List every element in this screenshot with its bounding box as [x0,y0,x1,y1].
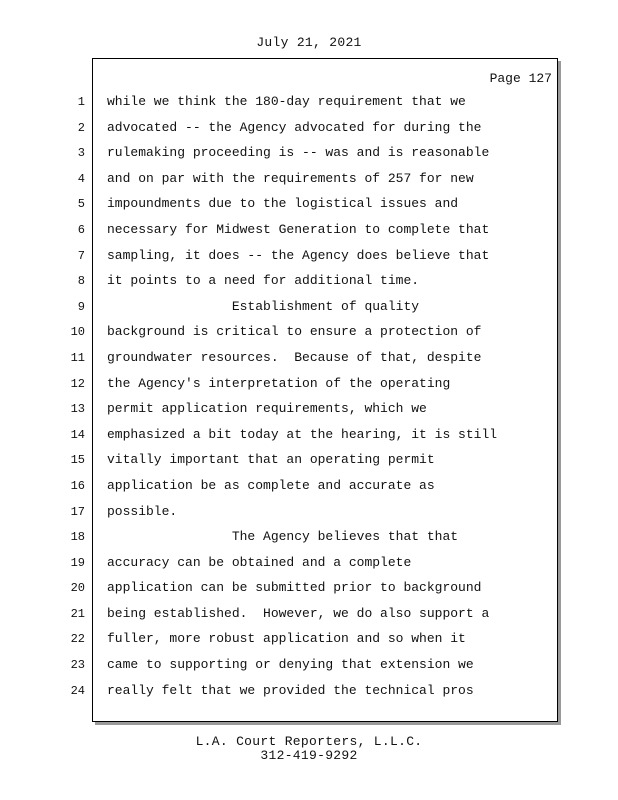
line-number: 24 [70,683,85,698]
line-number: 3 [77,146,85,161]
transcript-line: application can be submitted prior to background [107,580,482,596]
line-number: 20 [70,581,85,596]
line-number: 22 [70,632,85,647]
line-number: 15 [70,453,85,468]
line-number-column [55,94,85,708]
transcript-line: application be as complete and accurate as [107,477,435,493]
line-number: 2 [77,120,85,135]
transcript-line: groundwater resources. Because of that, despite [107,349,482,365]
transcript-line: emphasized a bit today at the hearing, it is still [107,426,498,442]
transcript-line: The Agency believes that that [107,529,459,545]
transcript-line: necessary for Midwest Generation to complete that [107,221,490,237]
line-number: 17 [70,504,85,519]
transcript-line: while we think the 180-day requirement that we [107,94,466,109]
transcript-date: July 21, 2021 [256,35,362,50]
transcript-line: advocated -- the Agency advocated for during the [107,119,482,135]
transcript-line: impoundments due to the logistical issues and [107,196,459,212]
line-number: 9 [77,299,85,314]
line-number: 6 [77,222,85,237]
line-number: 7 [77,248,85,263]
line-number: 23 [70,658,85,673]
transcript-text [107,94,552,708]
transcript-line: rulemaking proceeding is -- was and is reasonable [107,145,490,161]
footer-company: L.A. Court Reporters, L.L.C. [195,734,423,749]
transcript-line: fuller, more robust application and so when it [107,631,466,647]
page-number: Page 127 [489,71,552,86]
line-number: 11 [70,350,85,365]
line-number: 10 [70,325,85,340]
line-number: 13 [70,402,85,417]
line-number: 19 [70,555,85,570]
line-number: 16 [70,478,85,493]
line-number: 21 [70,606,85,621]
transcript-line: being established. However, we do also support a [107,605,490,621]
transcript-line: background is critical to ensure a protection of [107,324,482,340]
transcript-line: possible. [107,503,178,519]
transcript-line: the Agency's interpretation of the operating [107,375,451,391]
line-number: 8 [77,274,85,289]
line-number: 5 [77,197,85,212]
line-number: 12 [70,376,85,391]
transcript-line: vitally important that an operating permit [107,452,435,468]
transcript-line: it points to a need for additional time. [107,273,420,289]
transcript-line: accuracy can be obtained and a complete [107,554,412,570]
transcript-line: came to supporting or denying that extension we [107,657,474,673]
transcript-line: and on par with the requirements of 257 for new [107,170,474,186]
line-number: 18 [70,530,85,545]
line-number: 1 [77,95,85,109]
footer-phone: 312-419-9292 [260,748,358,763]
line-number: 14 [70,427,85,442]
transcript-line: sampling, it does -- the Agency does believe that [107,247,490,263]
transcript-line: really felt that we provided the technical pros [107,682,474,698]
transcript-line: Establishment of quality [107,298,420,314]
transcript-line: permit application requirements, which we [107,401,427,417]
line-number: 4 [77,171,85,186]
